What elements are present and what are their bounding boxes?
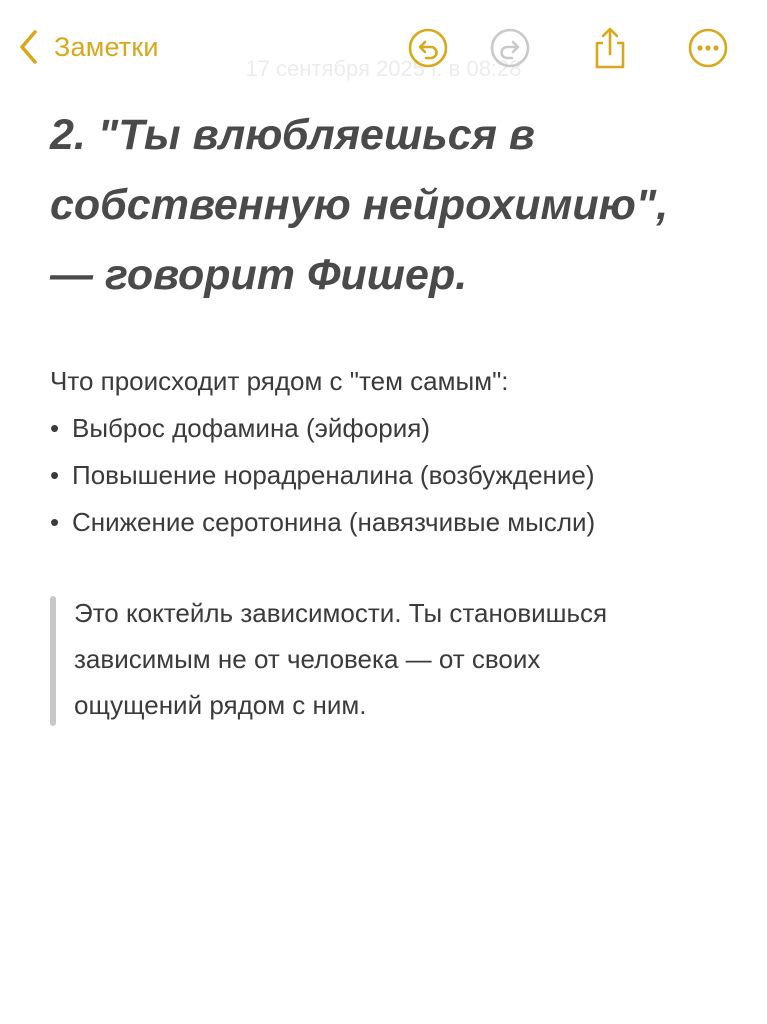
bullet-icon: • [50,413,60,443]
redo-button[interactable] [488,25,532,71]
undo-button[interactable] [406,25,450,71]
bullet-item [50,499,740,546]
more-icon [687,27,729,69]
bullet-icon: • [50,507,60,537]
quote-line: Это коктейль зависимости. Ты становишься [74,598,608,628]
quote-line: ощущений рядом с ним. [74,690,367,720]
quote-line: зависимым не от человека — от своих [74,644,541,674]
undo-icon [407,27,449,69]
note-content[interactable] [50,100,740,728]
bullet-text: Снижение серотонина (навязчивые мысли) [72,507,596,537]
bullet-text: Повышение норадреналина (возбуждение) [72,460,595,490]
quote-bar [50,596,56,726]
bullet-text: Выброс дофамина (эйфория) [72,413,431,443]
block-quote [50,590,740,728]
redo-icon [489,27,531,69]
navigation-toolbar [0,0,767,96]
note-title [50,100,740,310]
share-icon [590,26,630,70]
bullet-icon: • [50,460,60,490]
note-date: 17 сентября 2025 г. в 08:28 [245,56,522,81]
bullet-item [50,405,740,452]
share-button[interactable] [588,25,632,71]
note-body [50,358,740,546]
more-button[interactable] [686,25,730,71]
title-line: 2. "Ты влюбляешься в [50,111,535,159]
back-button-label: Заметки [54,31,159,62]
intro-text: Что происходит рядом с "тем самым": [50,366,509,396]
title-line: — говорит Фишер. [50,251,468,299]
bullet-item [50,452,740,499]
title-line: собственную нейрохимию", [50,181,669,229]
